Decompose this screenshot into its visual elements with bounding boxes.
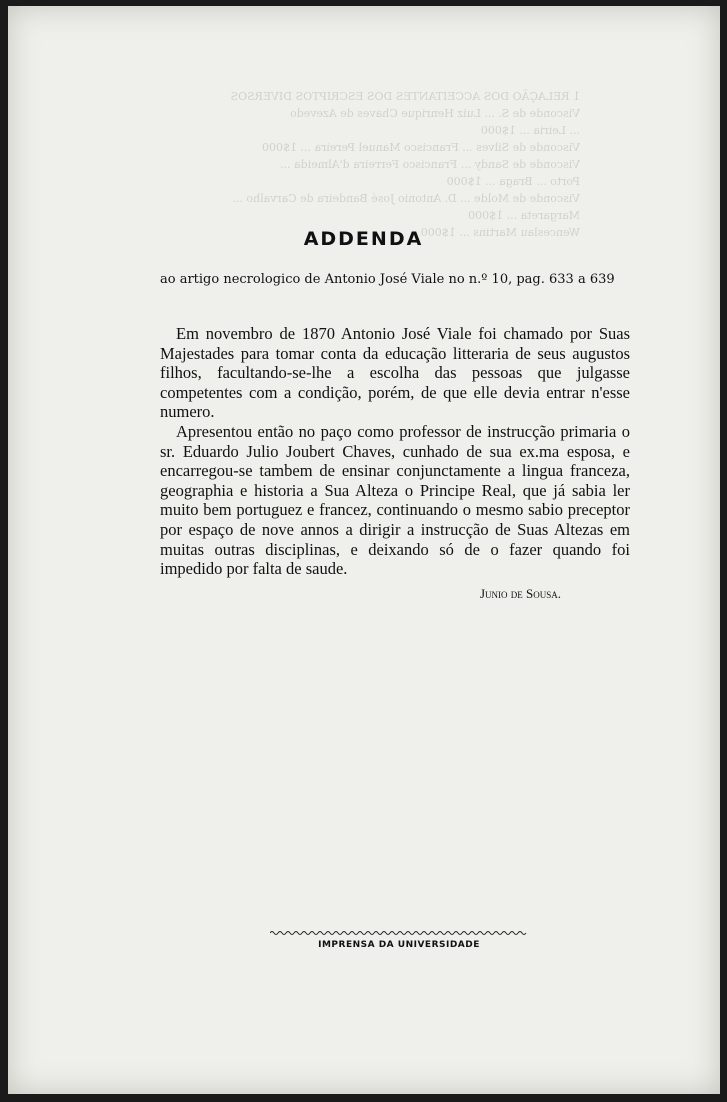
page-subtitle: ao artigo necrologico de Antonio José Viale no n.º 10, pag. 633 a 639 xyxy=(160,272,615,287)
bleed-line: 1 RELAÇÃO DOS ACCEITANTES DOS ESCRIPTOS DIVERSOS xyxy=(230,90,580,103)
bleed-line: ... Leiria ... 1$000 xyxy=(480,124,580,137)
bleed-line: Margareta ... 1$000 xyxy=(468,209,580,222)
bleed-line: Visconde de Silves ... Francisco Manuel Pereira ... 1$000 xyxy=(262,141,580,154)
bleed-line: Visconde de S. ... Luiz Henrique Chaves de Azevedo xyxy=(290,107,580,120)
bleed-line: Porto ... Braga ... 1$000 xyxy=(446,175,580,188)
page-title: ADDENDA xyxy=(303,228,424,250)
wavy-divider xyxy=(270,930,528,936)
printer-imprint: IMPRENSA DA UNIVERSIDADE xyxy=(318,940,480,950)
author-signature: Junio de Sousa. xyxy=(480,586,562,601)
bleed-line: Wenceslau Martins ... 1$000 xyxy=(420,226,580,239)
paragraph-1: Em novembro de 1870 Antonio José Viale foi chamado por Suas Majestades para tomar conta da educação litteraria de seus augustos filhos, facultando-se-lhe a escolha das pessoas que julgasse competentes com a condição, porém, de que elle devia entrar n'esse numero. xyxy=(160,324,630,422)
paragraph-2: Apresentou então no paço como professor de instrucção primaria o sr. Eduardo Julio Joubert Chaves, cunhado de sua ex.ma esposa, e encarregou-se tambem de ensinar conjunctamente a lingua franceza, geographia e historia a Sua Alteza o Principe Real, que já sabia ler muito bem portuguez e francez, continuando o mesmo sabio preceptor por espaço de nove annos a dirigir a instrucção de Suas Altezas em muitas outras disciplinas, e deixando só de o fazer quando foi impedido por falta de saude. xyxy=(160,421,630,579)
article-body xyxy=(160,324,630,579)
bleed-line: Visconde de Molde ... D. Antonio José Bandeira de Carvalho ... xyxy=(232,192,580,205)
bleed-line: Visconde de Sandy ... Francisco Ferreira d'Almeida ... xyxy=(280,158,580,171)
bleed-through-text xyxy=(150,88,580,248)
